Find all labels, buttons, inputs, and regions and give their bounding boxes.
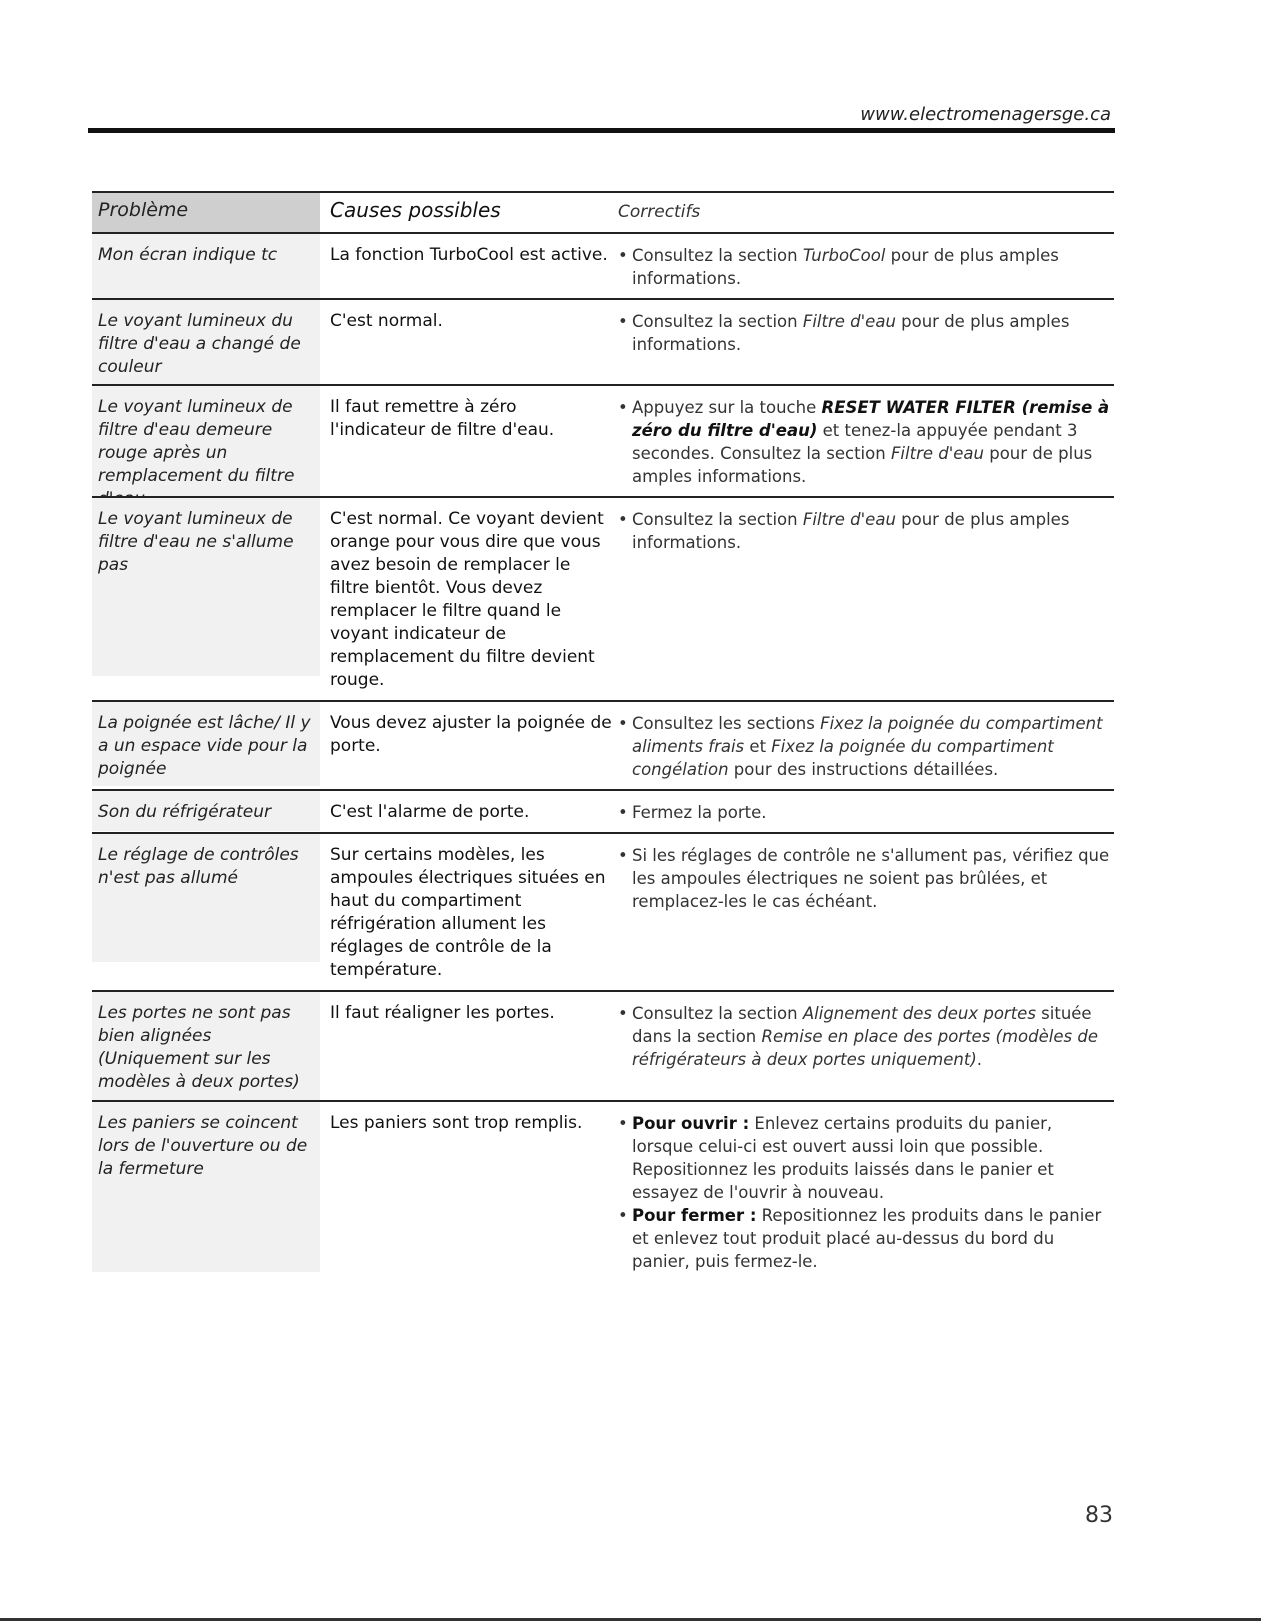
- problem-cell: Mon écran indique tc: [92, 234, 320, 298]
- table-row: [92, 791, 1114, 834]
- fix-cell: • Fermez la porte.: [618, 803, 767, 822]
- troubleshooting-table: [92, 191, 1114, 1281]
- site-url[interactable]: www.electromenagersge.ca: [860, 104, 1111, 125]
- cause-cell: Les paniers sont trop remplis.: [330, 1113, 583, 1133]
- problem-cell: Le réglage de contrôles n'est pas allumé: [92, 834, 320, 962]
- fix-cell: • Appuyez sur la touche RESET WATER FILTER (remise à zéro du filtre d'eau) et tenez-la appuyée pendant 3 secondes. Consultez la section Filtre d'eau pour de plus amples informations.: [618, 398, 1110, 486]
- table-row: [92, 234, 1114, 300]
- cause-cell: Il faut remettre à zéro l'indicateur de filtre d'eau.: [330, 397, 555, 440]
- problem-cell: Le voyant lumineux de filtre d'eau demeure rouge après un remplacement du filtre: [92, 386, 320, 496]
- fix-cell: • Consultez la section Filtre d'eau pour de plus amples informations.: [618, 312, 1070, 354]
- cause-cell: C'est l'alarme de porte.: [330, 802, 530, 822]
- table-row: [92, 702, 1114, 791]
- fix-cell: • Si les réglages de contrôle ne s'allument pas, vérifiez que les ampoules électriques ne soient pas brûlées, et remplacez-les le cas échéant.: [618, 846, 1110, 911]
- column-header-fixes: Correctifs: [618, 202, 701, 222]
- fix-cell: • Consultez la section Alignement des deux portes située dans la section Remise en place des portes (modèles de réfrigérateurs à deux portes uniquement).: [618, 1004, 1098, 1069]
- table-row: [92, 498, 1114, 702]
- fix-cell: • Pour ouvrir : Enlevez certains produits du panier, lorsque celui-ci est ouvert aussi loin que possible. Repositionnez les produits laissés dans le panier et essayez de l'ouvrir à nouveau. • Pour fermer : Repositionnez les produits dans le panier et enlevez tout produit placé au-dessus du bord du panier, puis fermez-le.: [618, 1114, 1102, 1271]
- problem-cell: Son du réfrigérateur: [92, 791, 320, 831]
- cause-cell: Il faut réaligner les portes.: [330, 1003, 555, 1023]
- table-header: [92, 193, 1114, 234]
- column-header-causes: Causes possibles: [330, 198, 501, 222]
- problem-cell: La poignée est lâche/ Il y a un espace vide pour la poignée: [92, 702, 320, 786]
- fix-cell: • Consultez la section Filtre d'eau pour de plus amples informations.: [618, 510, 1070, 552]
- fix-cell: • Consultez la section TurboCool pour de plus amples informations.: [618, 246, 1059, 288]
- table-row: [92, 386, 1114, 498]
- header-rule: [88, 128, 1115, 133]
- cause-cell: C'est normal.: [330, 311, 443, 331]
- page-number: 83: [1085, 1503, 1113, 1528]
- table-row: [92, 834, 1114, 992]
- cause-cell: La fonction TurboCool est active.: [330, 245, 608, 265]
- problem-cell: Les paniers se coincent lors de l'ouverture ou de la fermeture: [92, 1102, 320, 1272]
- cause-cell: Vous devez ajuster la poignée de porte.: [330, 713, 612, 756]
- table-row: [92, 1102, 1114, 1281]
- problem-cell: Le voyant lumineux du filtre d'eau a changé de couleur: [92, 300, 320, 384]
- problem-cell: Les portes ne sont pas bien alignées (Uniquement sur les modèles à deux portes): [92, 992, 320, 1100]
- table-row: [92, 300, 1114, 386]
- column-header-problem: Problème: [92, 193, 320, 232]
- cause-cell: Sur certains modèles, les ampoules électriques situées en haut du compartiment réfrigération allument les réglages de contrôle de la température.: [330, 845, 606, 980]
- fix-cell: • Consultez les sections Fixez la poignée du compartiment aliments frais et Fixez la poignée du compartiment congélation pour des instructions détaillées.: [618, 714, 1103, 779]
- table-row: [92, 992, 1114, 1102]
- cause-cell: C'est normal. Ce voyant devient orange pour vous dire que vous avez besoin de remplacer le filtre bientôt. Vous devez remplacer le filtre quand le voyant indicateur de remplacement du filtre devient rouge.: [330, 509, 604, 690]
- problem-cell: Le voyant lumineux de filtre d'eau ne s'allume pas: [92, 498, 320, 676]
